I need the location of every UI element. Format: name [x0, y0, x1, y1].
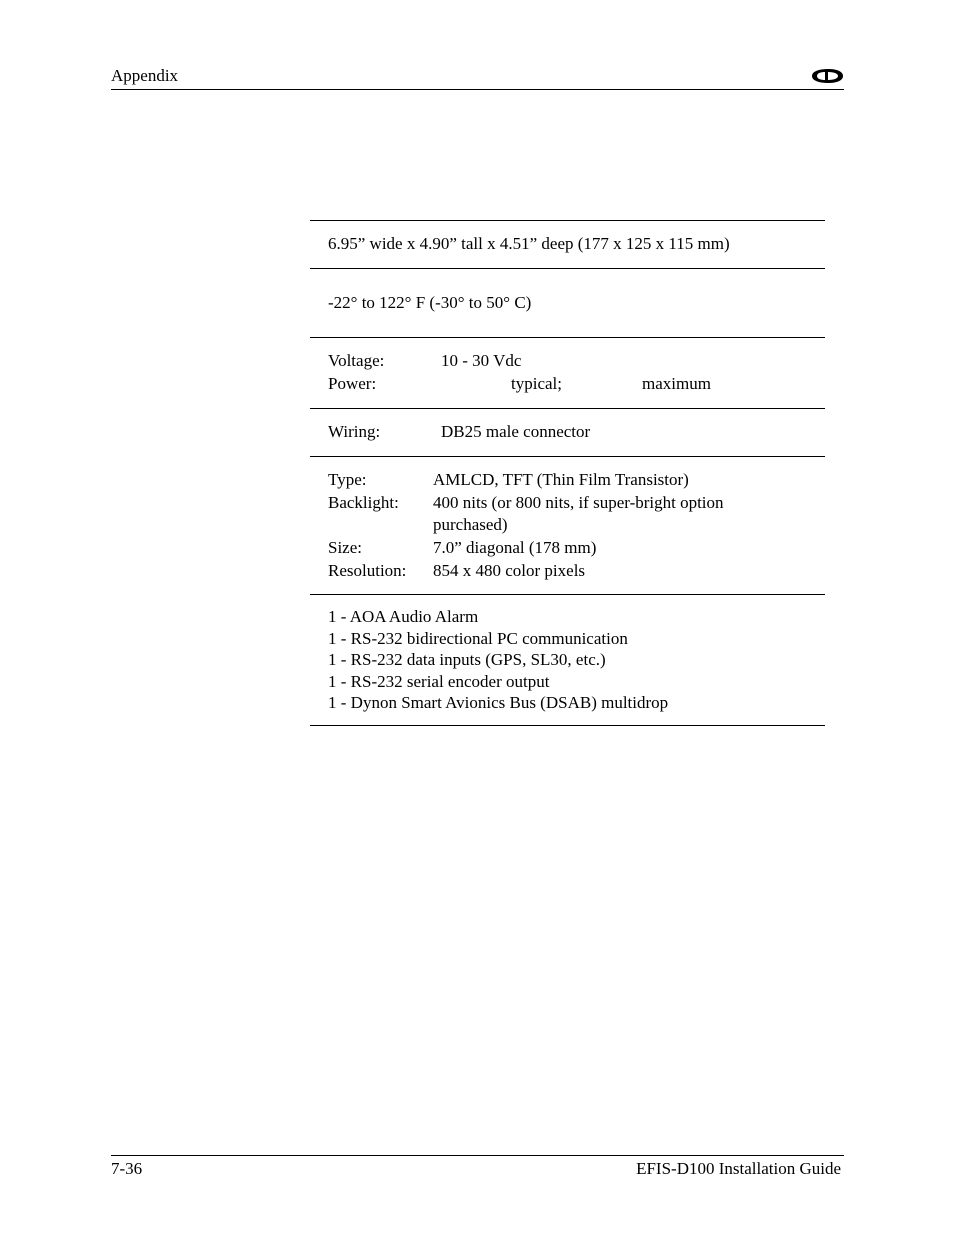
temperature-value: -22° to 122° F (-30° to 50° C) — [328, 293, 532, 312]
wiring-value: DB25 male connector — [441, 422, 591, 441]
interface-item: 1 - Dynon Smart Avionics Bus (DSAB) multidrop — [328, 693, 669, 712]
table-rule — [310, 220, 825, 221]
power-maximum: maximum — [642, 374, 711, 393]
backlight-label: Backlight: — [328, 493, 399, 512]
document-title: EFIS-D100 Installation Guide — [636, 1159, 841, 1178]
display-size-value: 7.0” diagonal (178 mm) — [433, 538, 597, 557]
header-section-title: Appendix — [111, 66, 179, 85]
table-rule — [310, 408, 825, 409]
power-typical: typical; — [511, 374, 562, 393]
interface-item: 1 - RS-232 data inputs (GPS, SL30, etc.) — [328, 650, 606, 669]
display-type-value: AMLCD, TFT (Thin Film Transistor) — [433, 470, 689, 489]
backlight-value-line2: purchased) — [433, 515, 508, 534]
display-type-label: Type: — [328, 470, 367, 489]
dynon-logo-icon — [808, 68, 844, 84]
table-rule — [310, 725, 825, 726]
interface-item: 1 - RS-232 bidirectional PC communication — [328, 629, 628, 648]
backlight-value-line1: 400 nits (or 800 nits, if super-bright option — [433, 493, 724, 512]
interface-item: 1 - RS-232 serial encoder output — [328, 672, 550, 691]
resolution-value: 854 x 480 color pixels — [433, 561, 586, 580]
table-rule — [310, 268, 825, 269]
table-rule — [310, 594, 825, 595]
voltage-label: Voltage: — [328, 351, 385, 370]
interface-item: 1 - AOA Audio Alarm — [328, 607, 479, 626]
header-rule — [111, 89, 844, 90]
resolution-label: Resolution: — [328, 561, 407, 580]
table-rule — [310, 456, 825, 457]
voltage-value: 10 - 30 Vdc — [441, 351, 522, 370]
power-label: Power: — [328, 374, 377, 393]
footer-rule — [111, 1155, 844, 1156]
table-rule — [310, 337, 825, 338]
dimensions-value: 6.95” wide x 4.90” tall x 4.51” deep (177 x 125 x 115 mm) — [328, 234, 730, 253]
page-number: 7-36 — [111, 1159, 143, 1178]
display-size-label: Size: — [328, 538, 362, 557]
wiring-label: Wiring: — [328, 422, 381, 441]
